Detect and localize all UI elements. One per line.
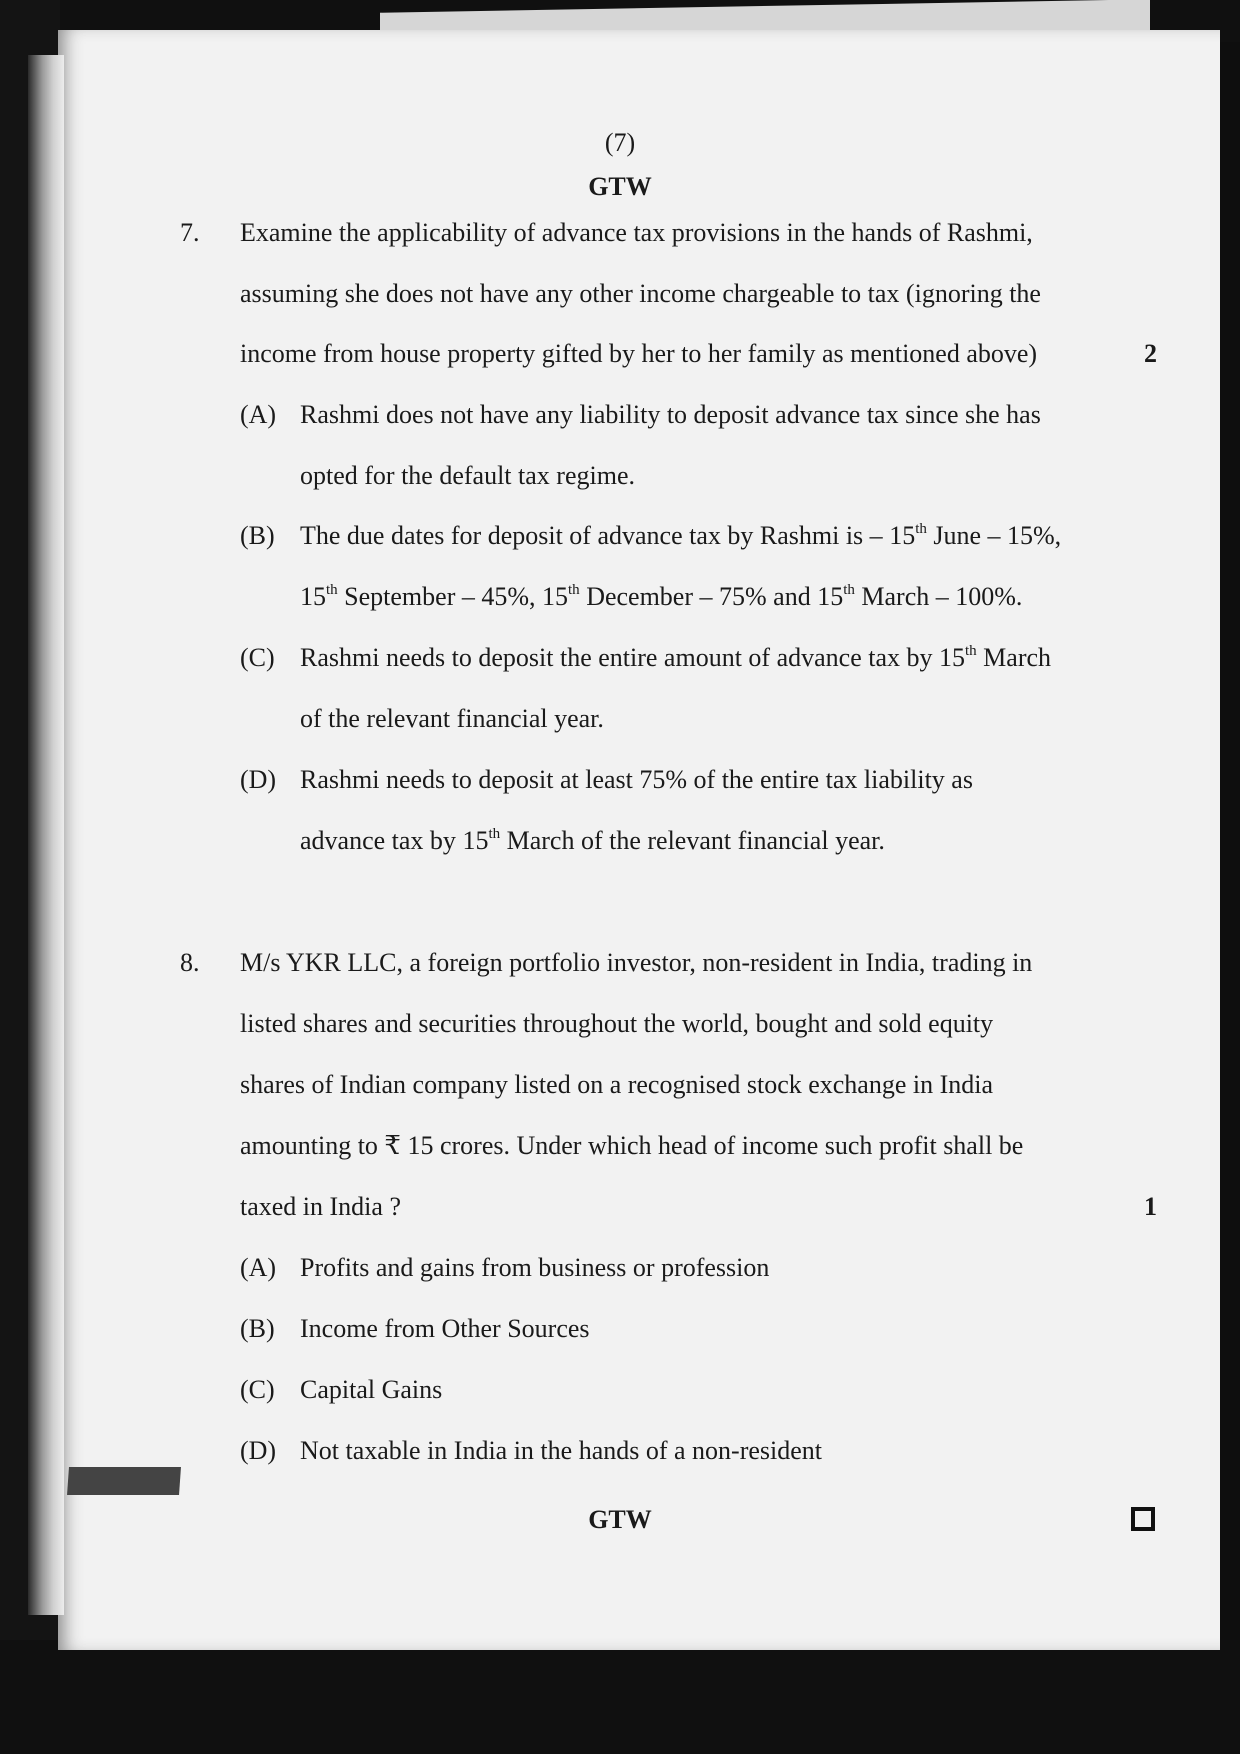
q8-option-b-text: Income from Other Sources	[300, 1314, 590, 1343]
q7-option-a-label: (A)	[240, 400, 277, 429]
question-8-line-5: taxed in India ?	[240, 1192, 401, 1221]
q8-option-a-text: Profits and gains from business or profession	[300, 1253, 770, 1282]
q7-option-b-label: (B)	[240, 521, 275, 550]
question-7-number: 7.	[180, 218, 200, 247]
q7-option-b-line-2: 15th September – 45%, 15th December – 75% and 15th March – 100%.	[300, 582, 1023, 611]
q7-option-c-line-2: of the relevant financial year.	[300, 704, 604, 733]
page-marker-tab	[67, 1467, 181, 1495]
question-8-line-4: amounting to ₹ 15 crores. Under which head of income such profit shall be	[240, 1131, 1024, 1160]
q7-option-a-line-2: opted for the default tax regime.	[300, 461, 635, 490]
page-number: (7)	[604, 128, 636, 157]
q8-option-a-label: (A)	[240, 1253, 277, 1282]
page-binding-shadow	[28, 55, 64, 1615]
question-8-marks: 1	[1144, 1192, 1157, 1221]
q7-option-c-label: (C)	[240, 643, 275, 672]
q7-option-c-line-1: Rashmi needs to deposit the entire amount of advance tax by 15th March	[300, 643, 1052, 672]
q8-option-c-label: (C)	[240, 1375, 275, 1404]
question-8-line-2: listed shares and securities throughout the world, bought and sold equity	[240, 1009, 994, 1038]
q8-option-d-label: (D)	[240, 1436, 277, 1465]
paper-code-footer: GTW	[588, 1505, 652, 1534]
q7-option-a-line-1: Rashmi does not have any liability to deposit advance tax since she has	[300, 400, 1041, 429]
q8-option-b-label: (B)	[240, 1314, 275, 1343]
paper-code-header: GTW	[588, 172, 652, 201]
question-7-line-1	[240, 218, 1095, 248]
q7-option-d-line-1: Rashmi needs to deposit at least 75% of the entire tax liability as	[300, 765, 973, 794]
q7-option-d-label: (D)	[240, 765, 277, 794]
q7-option-d-line-2: advance tax by 15th March of the relevant financial year.	[300, 826, 885, 855]
question-7-line-2-text: assuming she does not have any other income chargeable to tax (ignoring the	[240, 279, 1041, 308]
q8-option-d-text: Not taxable in India in the hands of a non-resident	[300, 1436, 823, 1465]
corner-square-icon	[1131, 1507, 1155, 1531]
q7-option-b-line-1: The due dates for deposit of advance tax by Rashmi is – 15th June – 15%,	[300, 521, 1062, 550]
question-7-marks: 2	[1144, 339, 1157, 368]
question-7-line-1-text: Examine the applicability of advance tax provisions in the hands of Rashmi,	[240, 218, 1033, 247]
question-7-line-3: income from house property gifted by her to her family as mentioned above)	[240, 339, 1038, 368]
scan-background-bottom	[0, 1640, 1240, 1754]
question-8-number: 8.	[180, 948, 200, 977]
question-8-line-3: shares of Indian company listed on a recognised stock exchange in India	[240, 1070, 994, 1099]
question-8-line-1: M/s YKR LLC, a foreign portfolio investor, non-resident in India, trading in	[240, 948, 1033, 977]
q8-option-c-text: Capital Gains	[300, 1375, 443, 1404]
question-7-line-2	[240, 279, 1095, 309]
